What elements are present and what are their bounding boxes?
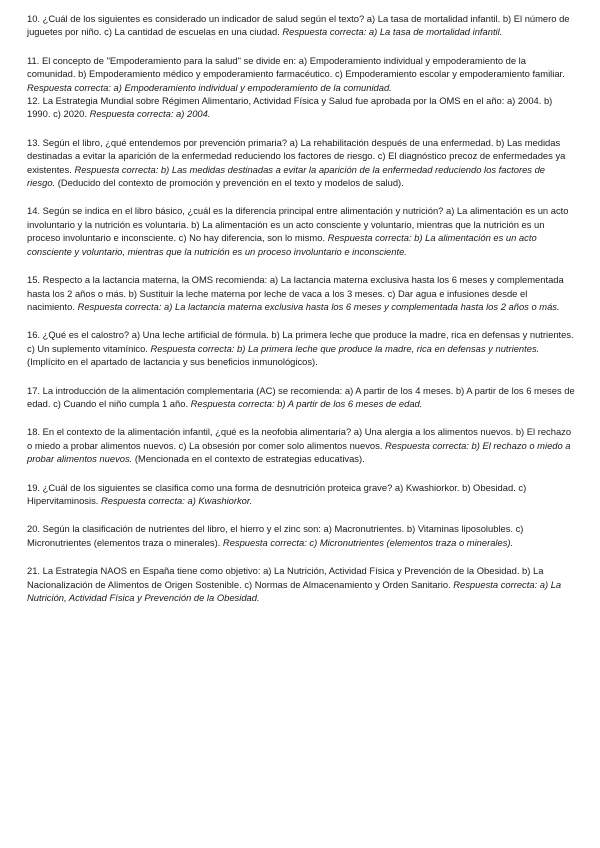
question-note: (Deducido del contexto de promoción y prevención en el texto y modelos de salud). [57,177,404,189]
question-13 [27,136,575,190]
question-text: 14. Según se indica en el libro básico, ¿cuál es la diferencia principal entre alimentación y nutrición? a) La alimentación es un acto involuntario y la nutrición es voluntaria. b) La alimentación es un acto consciente y voluntario, mientras que la nutrición es un proceso involuntario e inconsciente. c) No hay diferencia, son lo mismo. [27,205,569,244]
correct-answer: Respuesta correcta: a) 2004. [89,108,211,120]
question-12 [27,94,575,121]
question-18 [27,425,575,465]
question-text: 15. Respecto a la lactancia materna, la OMS recomienda: a) La lactancia materna exclusiva hasta los 6 meses y complementada hasta los 2 años o más. b) Sustituir la leche materna por leche de vaca a los 3 meses. c) Dar agua e infusiones desde el nacimiento. [27,274,564,312]
question-text: 21. La Estrategia NAOS en España tiene como objetivo: a) La Nutrición, Actividad Física y Prevención de la Obesidad. b) La Nacionalización de Alimentos de Origen Sostenible. c) Normas de Almacenamiento y Orden Sanitario. [27,565,544,590]
correct-answer: Respuesta correcta: b) El rechazo o miedo a probar alimentos nuevos. [27,439,571,465]
correct-answer: Respuesta correcta: a) La Nutrición, Actividad Física y Prevención de la Obesidad. [27,578,562,603]
correct-answer: Respuesta correcta: a) Kwashiorkor. [100,494,253,506]
correct-answer: Respuesta correcta: b) La alimentación es un acto consciente y voluntario, mientras que la nutrición es un proceso involuntario e inconsciente. [27,232,537,257]
question-text: 11. El concepto de "Empoderamiento para la salud" se divide en: a) Empoderamiento individual y empoderamiento de la comunidad. b) Empoderamiento médico y empoderamiento farmacéutico. c) Empoderamiento escolar y empoderamiento familiar. [27,54,565,80]
question-note: (Implícito en el apartado de lactancia y sus beneficios inmunológicos). [27,356,318,368]
correct-answer: Respuesta correcta: b) A partir de los 6 meses de edad. [190,397,423,409]
question-19 [27,481,575,508]
correct-answer: Respuesta correcta: a) Empoderamiento individual y empoderamiento de la comunidad. [27,81,392,93]
question-note: (Mencionada en el contexto de estrategias educativas). [134,453,365,465]
correct-answer: Respuesta correcta: c) Micronutrientes (elementos traza o minerales). [222,536,514,548]
question-text: 17. La introducción de la alimentación complementaria (AC) se recomienda: a) A partir de los 4 meses. b) A partir de los 6 meses de edad. c) Cuando el niño cumpla 1 año. [27,384,575,409]
question-20 [27,522,575,549]
question-17 [27,384,575,411]
correct-answer: Respuesta correcta: a) La lactancia materna exclusiva hasta los 6 meses y complementada hasta los 2 años o más. [77,300,560,312]
document-page [27,12,575,619]
question-14 [27,204,575,258]
question-text: 10. ¿Cuál de los siguientes es considerado un indicador de salud según el texto? a) La tasa de mortalidad infantil. b) El número de juguetes por niño. c) La cantidad de escuelas en una ciudad. [27,13,570,38]
correct-answer: Respuesta correcta: a) La tasa de mortalidad infantil. [282,26,503,38]
question-11 [27,54,575,94]
question-text: 13. Según el libro, ¿qué entendemos por prevención primaria? a) La rehabilitación después de una enfermedad. b) Las medidas destinadas a evitar la aparición de la enfermedad reduciendo los factores de riesgo. c) El diagnóstico precoz de enfermedades ya existentes. [27,136,566,175]
question-text: 12. La Estrategia Mundial sobre Régimen Alimentario, Actividad Física y Salud fue aprobada por la OMS en el año: a) 2004. b) 1990. c) 2020. [27,95,553,120]
question-21 [27,564,575,604]
question-text: 19. ¿Cuál de los siguientes se clasifica como una forma de desnutrición proteica grave? a) Kwashiorkor. b) Obesidad. c) Hipervitaminosis. [27,481,527,506]
correct-answer: Respuesta correcta: b) Las medidas destinadas a evitar la aparición de la enfermedad reduciendo los factores de riesgo. [27,163,546,189]
question-10 [27,12,575,39]
correct-answer: Respuesta correcta: b) La primera leche que produce la madre, rica en defensas y nutrientes. [150,342,540,354]
question-text: 16. ¿Qué es el calostro? a) Una leche artificial de fórmula. b) La primera leche que produce la madre, rica en defensas y nutrientes. c) Un suplemento vitamínico. [27,329,574,354]
question-15 [27,273,575,313]
question-text: 20. Según la clasificación de nutrientes del libro, el hierro y el zinc son: a) Macronutrientes. b) Vitaminas liposolubles. c) Micronutrientes (elementos traza o minerales). [27,523,524,548]
question-16 [27,328,575,368]
question-text: 18. En el contexto de la alimentación infantil, ¿qué es la neofobia alimentaria? a) Una alergia a los alimentos nuevos. b) El rechazo o miedo a probar alimentos nuevos. c) La obsesión por comer solo alimentos nuevos. [27,426,572,451]
